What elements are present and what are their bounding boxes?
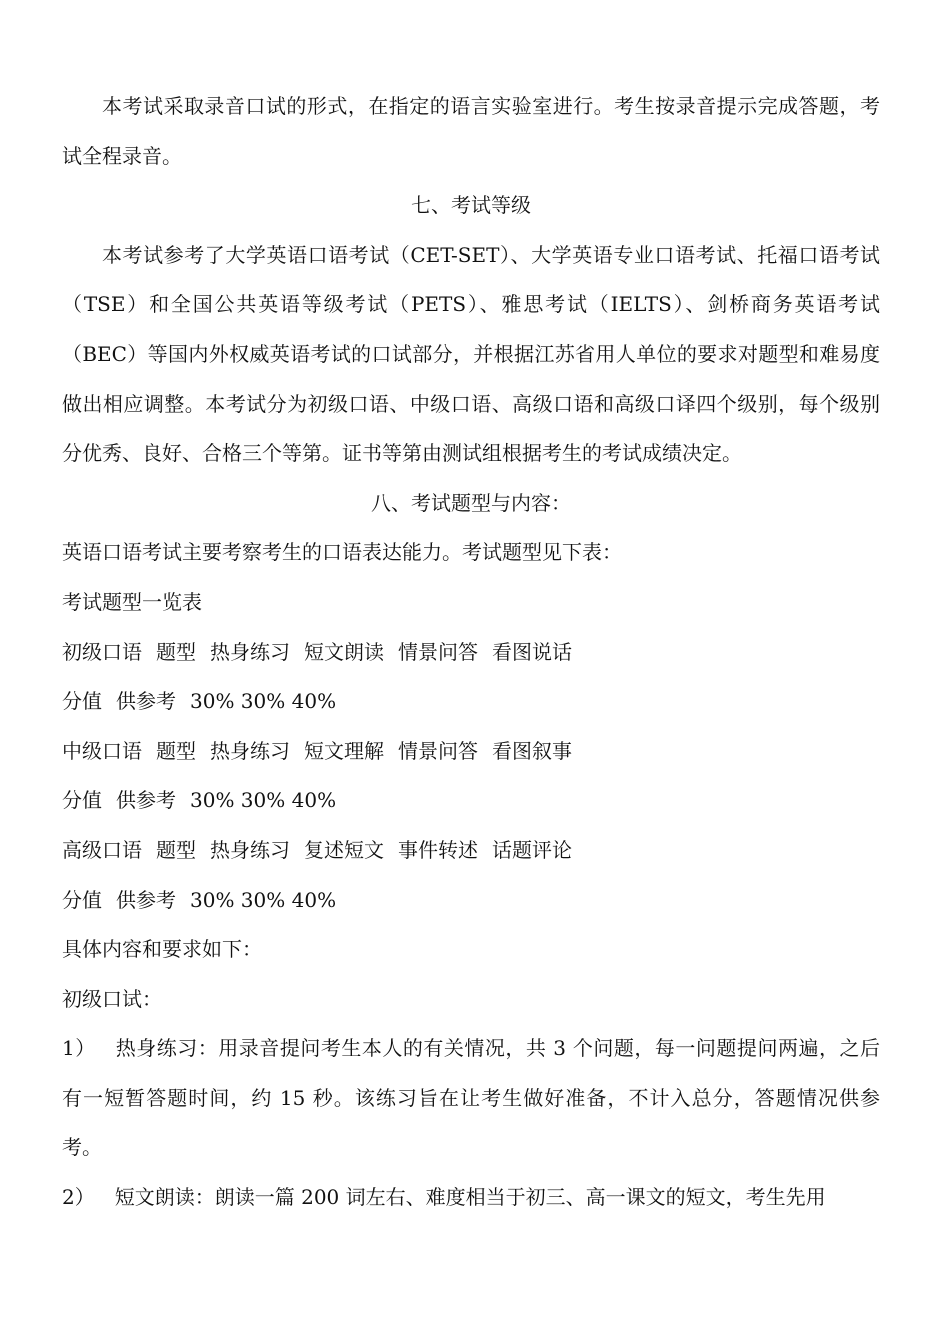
list-item-text: 热身练习：用录音提问考生本人的有关情况，共 3 个问题，每一问题提问两遍，之后有一短暂答题时间，约 15 秒。该练习旨在让考生做好准备，不计入总分，答题情况供参考。	[62, 1036, 880, 1160]
table-cell: 短文朗读	[304, 639, 384, 664]
table-cell: 热身练习	[210, 639, 290, 664]
table-cell: 题型	[156, 837, 196, 862]
paragraph-details-intro: 具体内容和要求如下：	[62, 937, 262, 962]
table-cell: 看图叙事	[492, 738, 572, 763]
table-cell: 热身练习	[210, 837, 290, 862]
list-item-text: 短文朗读：朗读一篇 200 词左右、难度相当于初三、高一课文的短文，考生先用	[114, 1185, 826, 1210]
table-cell: 热身练习	[210, 738, 290, 763]
table-title: 考试题型一览表	[62, 589, 202, 614]
table-cell: 分值	[62, 887, 102, 912]
table-cell: 话题评论	[492, 837, 572, 862]
table-cell: 初级口语	[62, 639, 142, 664]
paragraph-exam-format: 本考试采取录音口试的形式，在指定的语言实验室进行。考生按录音提示完成答题，考试全程录音。	[62, 94, 880, 168]
table-cell: 分值	[62, 689, 102, 714]
list-item-number: 1）	[62, 1036, 96, 1061]
table-cell: 情景问答	[398, 738, 478, 763]
table-row-types-primary	[62, 628, 880, 678]
table-row-types-intermediate	[62, 727, 880, 777]
exam-types-table	[62, 628, 880, 926]
table-cell: 30% 30% 40%	[190, 887, 337, 912]
table-cell: 供参考	[116, 788, 176, 813]
section-heading-exam-levels: 七、考试等级	[411, 193, 531, 218]
table-cell: 30% 30% 40%	[190, 788, 337, 813]
list-item	[62, 1173, 880, 1223]
table-cell: 30% 30% 40%	[190, 689, 337, 714]
table-row-scores-intermediate	[62, 776, 880, 826]
table-cell: 题型	[156, 738, 196, 763]
table-row-types-advanced	[62, 826, 880, 876]
table-cell: 题型	[156, 639, 196, 664]
table-cell: 情景问答	[398, 639, 478, 664]
table-row-scores-advanced	[62, 876, 880, 926]
table-cell: 分值	[62, 788, 102, 813]
table-cell: 看图说话	[492, 639, 572, 664]
list-item-number: 2）	[62, 1185, 95, 1210]
section-heading-exam-types: 八、考试题型与内容：	[371, 490, 571, 515]
table-cell: 短文理解	[304, 738, 384, 763]
paragraph-level-primary: 初级口试：	[62, 986, 162, 1011]
paragraph-exam-types-intro: 英语口语考试主要考察考生的口语表达能力。考试题型见下表：	[62, 540, 622, 565]
table-cell: 复述短文	[304, 837, 384, 862]
list-item	[62, 1024, 880, 1173]
table-row-scores-primary	[62, 677, 880, 727]
table-cell: 高级口语	[62, 837, 142, 862]
table-cell: 事件转述	[398, 837, 478, 862]
paragraph-exam-levels: 本考试参考了大学英语口语考试（CET-SET）、大学英语专业口语考试、托福口语考试（TSE）和全国公共英语等级考试（PETS）、雅思考试（IELTS）、剑桥商务英语考试（BEC）等国内外权威英语考试的口试部分，并根据江苏省用人单位的要求对题型和难易度做出相应调整。本考试分为初级口语、中级口语、高级口语和高级口译四个级别，每个级别分优秀、良好、合格三个等第。证书等第由测试组根据考生的考试成绩决定。	[62, 242, 880, 466]
table-cell: 中级口语	[62, 738, 142, 763]
table-cell: 供参考	[116, 887, 176, 912]
table-cell: 供参考	[116, 689, 176, 714]
